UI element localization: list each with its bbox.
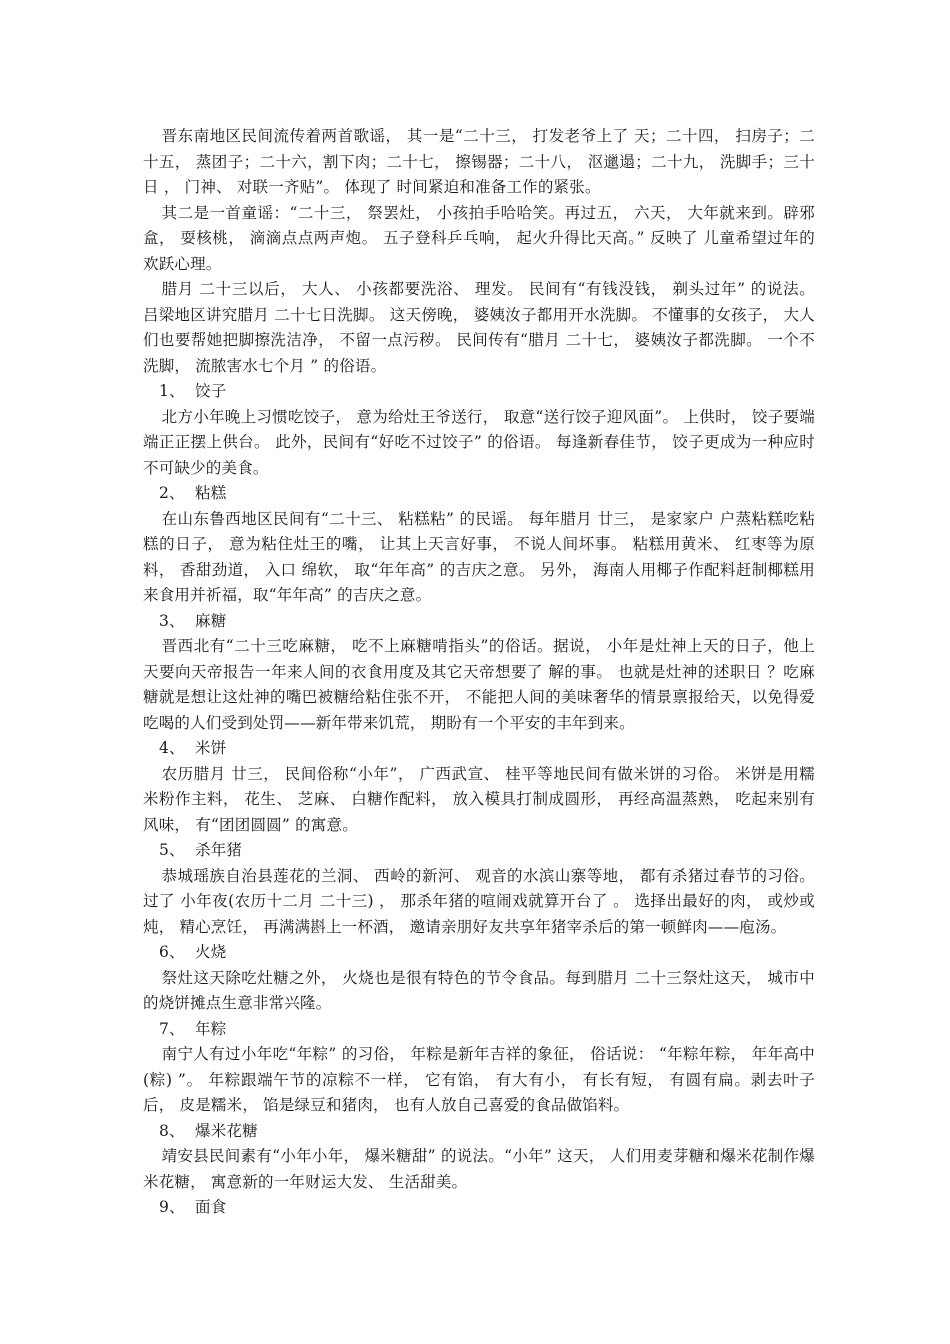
section-heading-1	[143, 379, 815, 405]
section-title: 爆米花糖	[195, 1121, 258, 1140]
section-heading-3	[143, 609, 815, 635]
section-title: 饺子	[195, 382, 227, 400]
section-title: 麻糖	[195, 611, 227, 630]
section-title: 火烧	[195, 943, 227, 961]
section-body-1: 北方小年晚上习惯吃饺子， 意为给灶王爷送行， 取意“送行饺子迎风面”。 上供时， 饺子要端端正正摆上供台。 此外，民间有“好吃不过饺子” 的俗语。 每逢新春佳节， 饺子更成为一种应时不可缺少的美食。	[143, 407, 815, 477]
section-number: 6、	[159, 943, 185, 961]
section-number: 8、	[159, 1121, 185, 1140]
section-body-5: 恭城瑶族自治县莲花的兰洞、 西岭的新河、 观音的水滨山寨等地， 都有杀猪过春节的习俗。 过了 小年夜(农历十二月 二十三) ， 那杀年猪的喧闹戏就算开台了 。 选择出最好的肉， 或炒或炖， 精心烹饪， 再满满斟上一杯酒， 邀请亲朋好友共享年猪宰杀后的第一顿鲜肉——庖汤。	[143, 866, 815, 936]
section-number: 3、	[159, 611, 185, 630]
section-number: 7、	[159, 1019, 185, 1038]
section-number: 2、	[159, 484, 185, 502]
section-number: 9、	[159, 1198, 185, 1216]
intro-paragraph-1: 晋东南地区民间流传着两首歌谣， 其一是“二十三， 打发老爷上了 天；二十四， 扫房子；二十五， 蒸团子；二十六，割下肉；二十七， 擦锡器；二十八， 沤邋遢；二十九， 洗脚手；三十日 ， 门神、 对联一齐贴”。 体现了 时间紧迫和准备工作的紧张。	[143, 127, 815, 196]
section-body-4: 农历腊月 廿三， 民间俗称“小年”， 广西武宣、 桂平等地民间有做米饼的习俗。 米饼是用糯米粉作主料， 花生、 芝麻、 白糖作配料， 放入模具打制成圆形， 再经高温蒸熟， 吃起来别有风味， 有“团团圆圆” 的寓意。	[143, 764, 815, 834]
section-body-7: 南宁人有过小年吃“年粽” 的习俗， 年粽是新年吉祥的象征， 俗话说： “年粽年粽， 年年高中(粽) ”。 年粽跟端午节的凉粽不一样， 它有馅， 有大有小， 有长有短， 有圆有扁。剥去叶子后， 皮是糯米， 馅是绿豆和猪肉， 也有人放自己喜爱的食品做馅料。	[143, 1045, 815, 1114]
intro-paragraph-3: 腊月 二十三以后， 大人、 小孩都要洗浴、 理发。 民间有“有钱没钱， 剃头过年” 的说法。 吕梁地区讲究腊月 二十七日洗脚。 这天傍晚， 婆姨汝子都用开水洗脚。 不懂事的女孩子， 大人们也要帮她把脚擦洗洁净， 不留一点污秽。 民间传有“腊月 二十七， 婆姨汝子都洗脚。 一个不洗脚， 流脓害水七个月 ” 的俗语。	[143, 280, 815, 375]
section-heading-8	[143, 1119, 815, 1145]
section-body-8: 靖安县民间素有“小年小年， 爆米糖甜” 的说法。“小年” 这天， 人们用麦芽糖和爆米花制作爆米花糖， 寓意新的一年财运大发、 生活甜美。	[143, 1147, 815, 1191]
section-title: 年粽	[195, 1019, 227, 1038]
section-number: 4、	[159, 739, 185, 757]
section-heading-4	[143, 736, 815, 762]
section-title: 粘糕	[195, 484, 227, 502]
section-number: 1、	[159, 382, 185, 400]
section-heading-5	[143, 838, 815, 864]
section-number: 5、	[159, 841, 185, 859]
section-heading-9	[143, 1195, 815, 1221]
document-page	[143, 124, 815, 1221]
section-heading-2	[143, 481, 815, 507]
section-body-3: 晋西北有“二十三吃麻糖， 吃不上麻糖啃指头”的俗话。据说， 小年是灶神上天的日子，他上天要向天帝报告一年来人间的衣食用度及其它天帝想要了 解的事。 也就是灶神的述职日 ？吃麻糖就是想让这灶神的嘴巴被糖给粘住张不开， 不能把人间的美味奢华的情景禀报给天，以免得爱吃喝的人们受到处罚——新年带来饥荒， 期盼有一个平安的丰年到来。	[143, 637, 815, 732]
section-body-6: 祭灶这天除吃灶糖之外， 火烧也是很有特色的节令食品。每到腊月 二十三祭灶这天， 城市中的烧饼摊点生意非常兴隆。	[143, 968, 815, 1012]
section-body-2: 在山东鲁西地区民间有“二十三、 粘糕粘” 的民谣。 每年腊月 廿三， 是家家户 户蒸粘糕吃粘糕的日子， 意为粘住灶王的嘴， 让其上天言好事， 不说人间坏事。 粘糕用黄米、 红枣等为原料， 香甜劲道， 入口 绵软， 取“年年高” 的吉庆之意。 另外， 海南人用椰子作配料赶制椰糕用来食用并祈福，取“年年高” 的吉庆之意。	[143, 509, 815, 604]
section-title: 杀年猪	[195, 841, 243, 859]
section-title: 面食	[195, 1198, 227, 1216]
section-title: 米饼	[195, 739, 227, 757]
intro-paragraph-2: 其二是一首童谣：“二十三， 祭罢灶， 小孩拍手哈哈笑。再过五， 六天， 大年就来到。辟邪盒， 耍核桃， 滴滴点点两声炮。 五子登科乒乓响， 起火升得比天高。” 反映了 儿童希望过年的欢跃心理。	[143, 203, 815, 273]
section-heading-6	[143, 940, 815, 966]
section-heading-7	[143, 1017, 815, 1043]
